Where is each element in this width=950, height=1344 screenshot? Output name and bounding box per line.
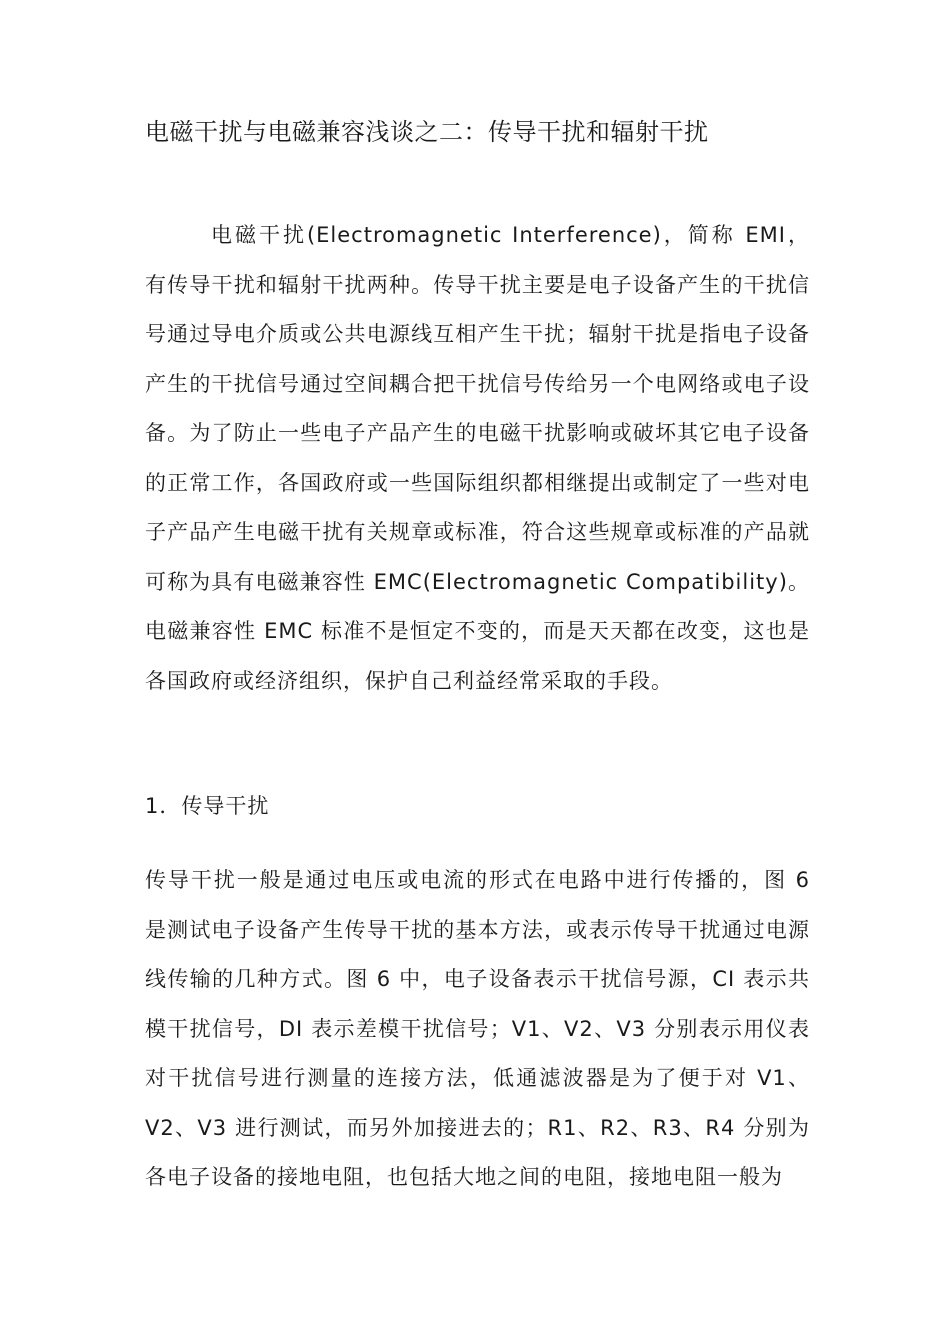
document-title: 电磁干扰与电磁兼容浅谈之二：传导干扰和辐射干扰	[145, 118, 709, 146]
paragraph-emi-intro: 电磁干扰(Electromagnetic Interference)，简称 EMI，有传导干扰和辐射干扰两种。传导干扰主要是电子设备产生的干扰信号通过导电介质或公共电源线互相产生干扰；辐射干扰是指电子设备产生的干扰信号通过空间耦合把干扰信号传给另一个电网络或电子设备。为了防止一些电子产品产生的电磁干扰影响或破坏其它电子设备的正常工作，各国政府或一些国际组织都相继提出或制定了一些对电子产品产生电磁干扰有关规章或标准，符合这些规章或标准的产品就可称为具有电磁兼容性 EMC(Electromagnetic Compatibility)。电磁兼容性 EMC 标准不是恒定不变的，而是天天都在改变，这也是各国政府或经济组织，保护自己利益经常采取的手段。	[145, 223, 810, 693]
section-heading-conducted-interference: 1．传导干扰	[145, 794, 270, 818]
paragraph-conducted-interference: 传导干扰一般是通过电压或电流的形式在电路中进行传播的，图 6 是测试电子设备产生传导干扰的基本方法，或表示传导干扰通过电源线传输的几种方式。图 6 中，电子设备表示干扰信号源，CI 表示共模干扰信号，DI 表示差模干扰信号；V1、V2、V3 分别表示用仪表对干扰信号进行测量的连接方法，低通滤波器是为了便于对 V1、V2、V3 进行测试，而另外加接进去的；R1、R2、R3、R4 分别为各电子设备的接地电阻，也包括大地之间的电阻，接地电阻一般为	[145, 868, 810, 1189]
